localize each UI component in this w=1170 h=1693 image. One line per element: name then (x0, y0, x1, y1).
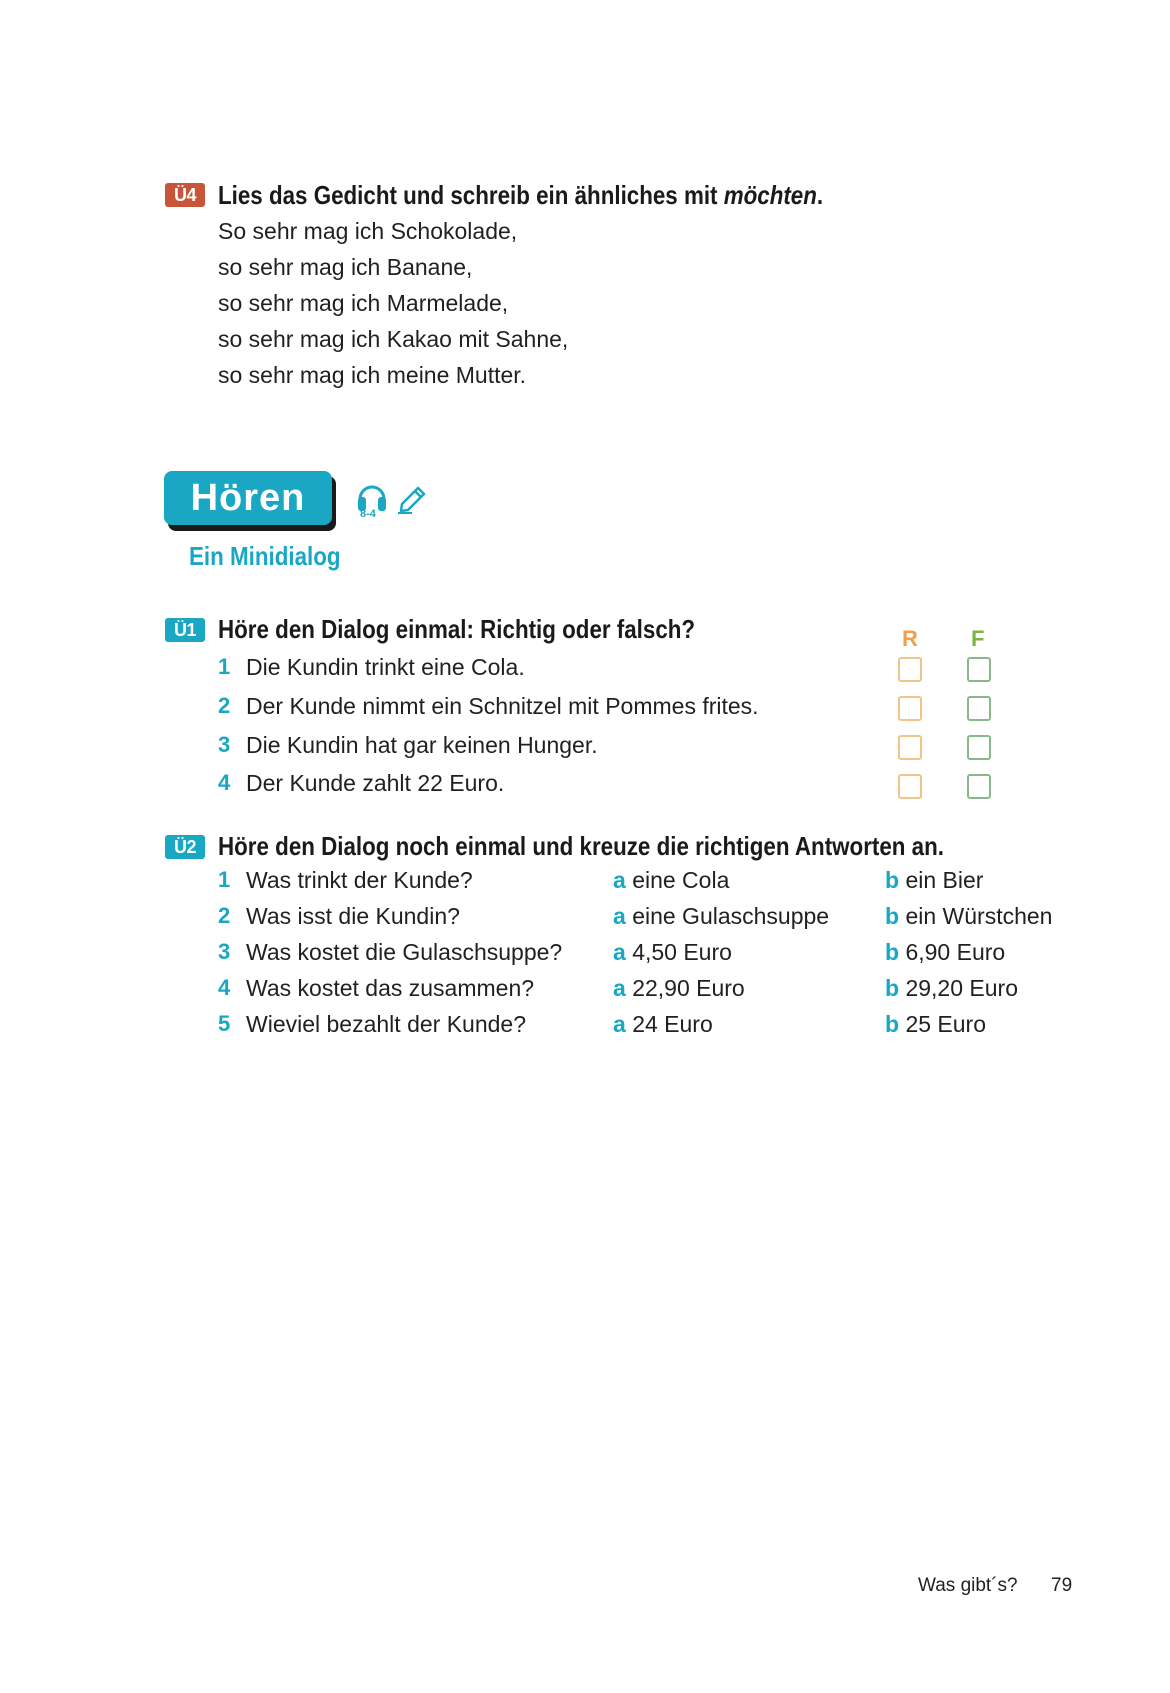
item-number: 3 (218, 732, 231, 757)
option-a[interactable] (613, 903, 829, 930)
option-b-letter: b (885, 867, 900, 893)
item-number: 1 (218, 867, 231, 892)
track-number: 8-4 (360, 508, 376, 520)
question-text: Was trinkt der Kunde? (246, 867, 473, 893)
option-b-text: ein Bier (905, 867, 984, 893)
question-text: Was kostet das zusammen? (246, 975, 535, 1001)
item-number: 2 (218, 693, 231, 718)
task-badge-u4: Ü4 (165, 183, 205, 207)
option-b-letter: b (885, 939, 900, 965)
item-number: 2 (218, 903, 231, 928)
task-title-u4-emphasis: möchten (723, 180, 817, 210)
checkbox-richtig-1[interactable] (898, 657, 922, 682)
task-title-u4 (218, 180, 823, 211)
option-a-text: 22,90 Euro (632, 975, 745, 1001)
question-text: Was isst die Kundin? (246, 903, 460, 929)
option-a[interactable] (613, 867, 729, 894)
item-number: 1 (218, 654, 231, 679)
option-a[interactable] (613, 975, 745, 1002)
checkbox-falsch-3[interactable] (967, 735, 991, 760)
question-text: Was kostet die Gulaschsuppe? (246, 939, 563, 965)
poem-line: so sehr mag ich Kakao mit Sahne, (218, 326, 569, 352)
poem-line: so sehr mag ich Marmelade, (218, 290, 509, 316)
item-number: 5 (218, 1011, 231, 1036)
item-number: 3 (218, 939, 231, 964)
option-b[interactable] (885, 867, 983, 894)
checkbox-richtig-3[interactable] (898, 735, 922, 760)
option-b-letter: b (885, 903, 900, 929)
section-subtitle: Ein Minidialog (189, 541, 341, 571)
item-number: 4 (218, 975, 231, 1000)
checkbox-richtig-4[interactable] (898, 774, 922, 799)
option-b-text: ein Würstchen (905, 903, 1053, 929)
question-text: Wieviel bezahlt der Kunde? (246, 1011, 526, 1037)
option-b-text: 6,90 Euro (905, 939, 1006, 965)
statement-text: Die Kundin trinkt eine Cola. (246, 654, 525, 680)
poem-line: So sehr mag ich Schokolade, (218, 218, 518, 244)
option-a-letter: a (613, 903, 626, 929)
column-header-f: F (971, 626, 985, 651)
task-title-u4-end: . (816, 180, 824, 210)
statement-text: Der Kunde zahlt 22 Euro. (246, 770, 505, 796)
checkbox-falsch-1[interactable] (967, 657, 991, 682)
section-title: Hören (164, 471, 332, 525)
option-b-text: 25 Euro (905, 1011, 987, 1037)
task-title-u2: Höre den Dialog noch einmal und kreuze die richtigen Antworten an. (218, 831, 944, 861)
option-b[interactable] (885, 939, 1005, 966)
task-badge-u1: Ü1 (165, 618, 205, 642)
poem-line: so sehr mag ich Banane, (218, 254, 473, 280)
option-a-text: eine Cola (632, 867, 730, 893)
option-b[interactable] (885, 1011, 986, 1038)
option-a-letter: a (613, 1011, 626, 1037)
checkbox-richtig-2[interactable] (898, 696, 922, 721)
poem-line: so sehr mag ich meine Mutter. (218, 362, 527, 388)
option-b-letter: b (885, 1011, 900, 1037)
pencil-icon (396, 480, 430, 514)
option-a-letter: a (613, 867, 626, 893)
statement-text: Die Kundin hat gar keinen Hunger. (246, 732, 598, 758)
option-a[interactable] (613, 939, 732, 966)
checkbox-falsch-4[interactable] (967, 774, 991, 799)
option-a[interactable] (613, 1011, 713, 1038)
column-header-r: R (902, 626, 918, 651)
option-b-text: 29,20 Euro (905, 975, 1018, 1001)
statement-text: Der Kunde nimmt ein Schnitzel mit Pommes frites. (246, 693, 759, 719)
task-badge-u2: Ü2 (165, 835, 205, 859)
option-a-text: 24 Euro (632, 1011, 713, 1037)
option-a-letter: a (613, 975, 626, 1001)
option-b[interactable] (885, 975, 1018, 1002)
option-b[interactable] (885, 903, 1052, 930)
option-a-text: 4,50 Euro (632, 939, 732, 965)
option-a-letter: a (613, 939, 626, 965)
footer-chapter: Was gibt´s? (918, 1575, 1018, 1596)
page-number: 79 (1051, 1575, 1073, 1596)
option-b-letter: b (885, 975, 900, 1001)
task-title-u1: Höre den Dialog einmal: Richtig oder falsch? (218, 614, 696, 644)
item-number: 4 (218, 770, 231, 795)
option-a-text: eine Gulaschsuppe (632, 903, 830, 929)
checkbox-falsch-2[interactable] (967, 696, 991, 721)
task-title-u4-text: Lies das Gedicht und schreib ein ähnliches mit (218, 180, 724, 210)
